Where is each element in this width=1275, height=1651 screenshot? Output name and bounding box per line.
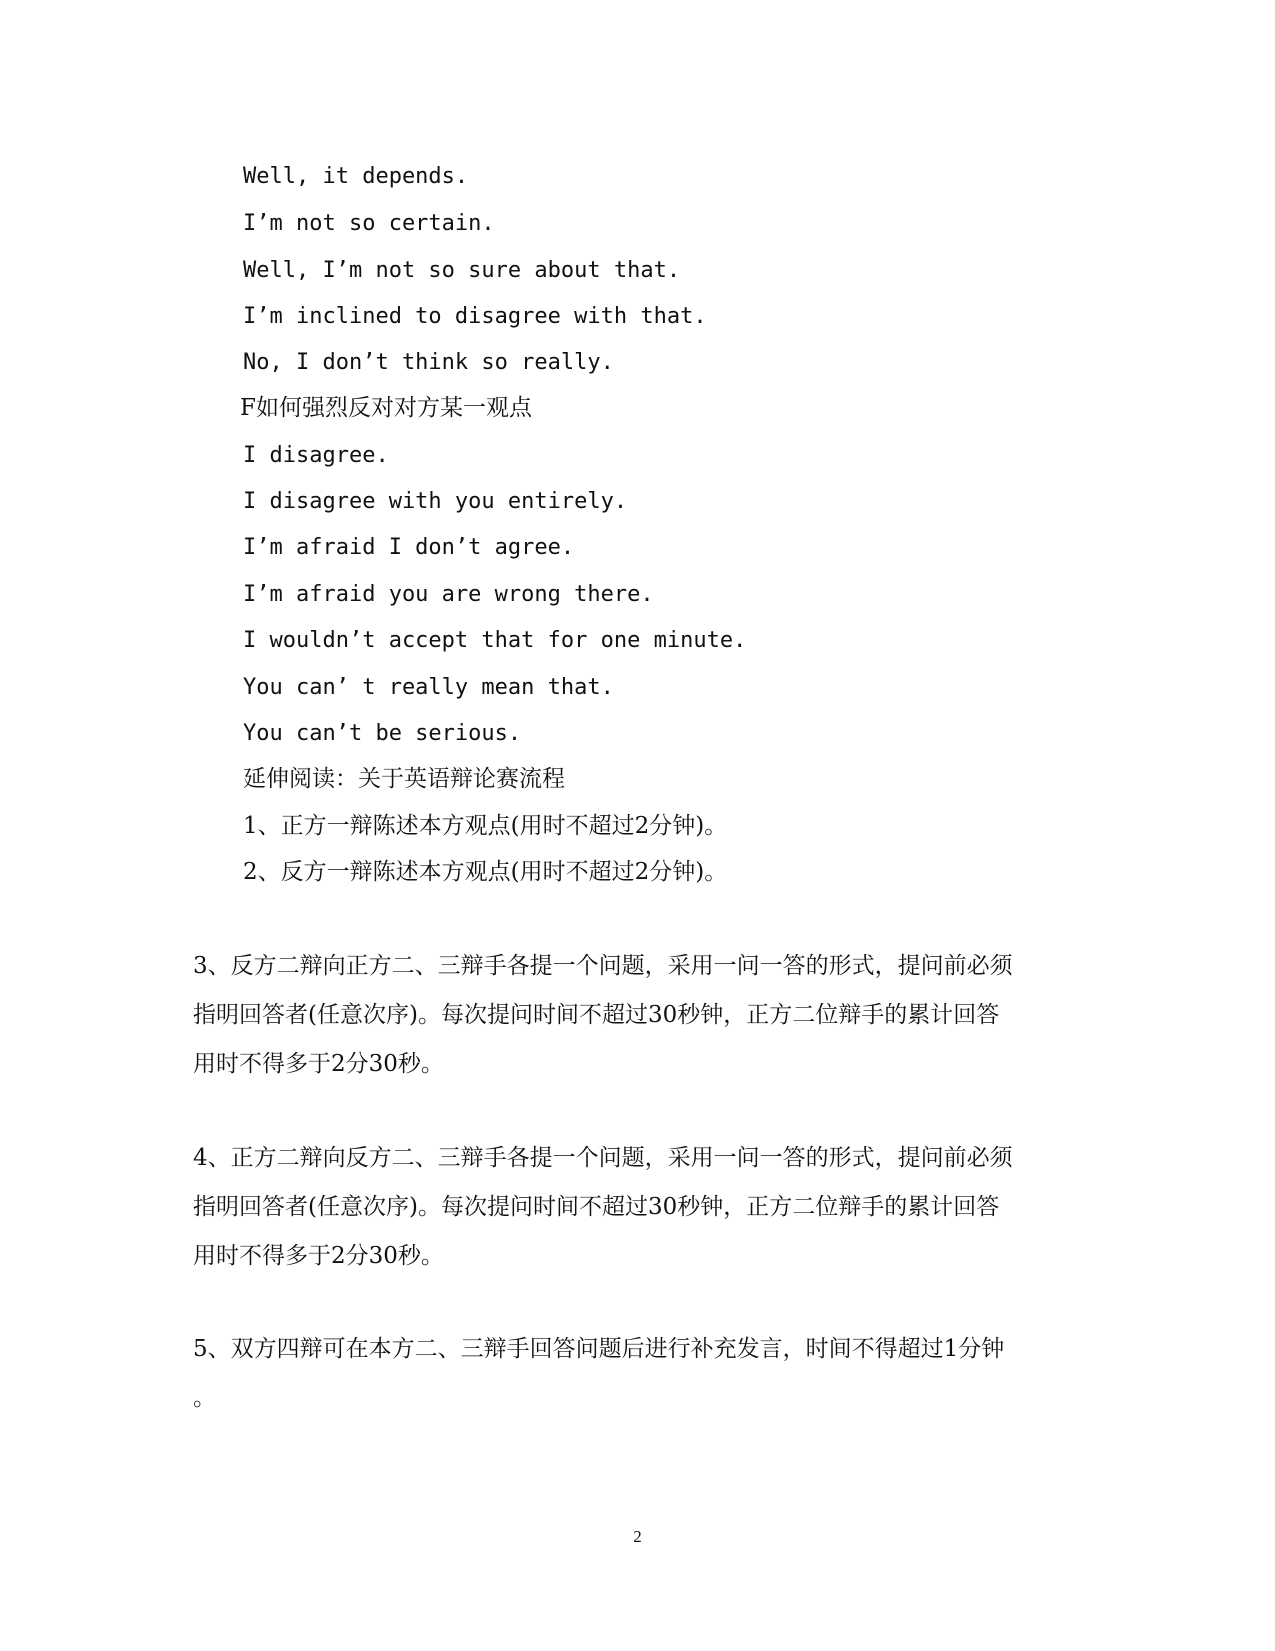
paragraph-item-5 xyxy=(193,1325,1093,1423)
phrase-line: You can’ t really mean that. xyxy=(243,675,614,700)
phrase-line: I’m afraid you are wrong there. xyxy=(243,582,654,607)
phrase-line: Well, it depends. xyxy=(243,164,469,189)
paragraph-line: 指明回答者(任意次序)。每次提问时间不超过30秒钟，正方二位辩手的累计回答 xyxy=(193,1194,1000,1220)
phrase-line: Well, I’m not so sure about that. xyxy=(243,258,681,283)
phrase-line: No, I don’t think so really. xyxy=(243,350,614,375)
phrase-line: I’m not so certain. xyxy=(243,211,495,236)
phrase-line: I disagree. xyxy=(243,443,389,468)
phrase-line: You can’t be serious. xyxy=(243,721,522,746)
phrase-line: I disagree with you entirely. xyxy=(243,489,628,514)
paragraph-line: 指明回答者(任意次序)。每次提问时间不超过30秒钟，正方二位辩手的累计回答 xyxy=(193,1002,1000,1028)
list-item: 2、反方一辩陈述本方观点(用时不超过2分钟)。 xyxy=(243,859,728,885)
paragraph-line: 4、正方二辩向反方二、三辩手各提一个问题，采用一问一答的形式，提问前必须 xyxy=(193,1145,1013,1171)
phrase-line: I’m inclined to disagree with that. xyxy=(243,304,707,329)
paragraph-line: 3、反方二辩向正方二、三辩手各提一个问题，采用一问一答的形式，提问前必须 xyxy=(193,953,1013,979)
paragraph-item-4 xyxy=(193,1134,1093,1281)
paragraph-line: 。 xyxy=(193,1385,216,1411)
extended-reading-heading: 延伸阅读：关于英语辩论赛流程 xyxy=(243,766,565,792)
page-number: 2 xyxy=(633,1527,642,1546)
paragraph-item-3 xyxy=(193,942,1093,1089)
phrase-line: I wouldn’t accept that for one minute. xyxy=(243,628,747,653)
paragraph-line: 用时不得多于2分30秒。 xyxy=(193,1243,444,1269)
section-heading-f: F如何强烈反对对方某一观点 xyxy=(240,395,532,421)
paragraph-line: 5、双方四辩可在本方二、三辩手回答问题后进行补充发言，时间不得超过1分钟 xyxy=(193,1336,1005,1362)
paragraph-line: 用时不得多于2分30秒。 xyxy=(193,1051,444,1077)
list-item: 1、正方一辩陈述本方观点(用时不超过2分钟)。 xyxy=(243,813,728,839)
phrase-line: I’m afraid I don’t agree. xyxy=(243,535,575,560)
